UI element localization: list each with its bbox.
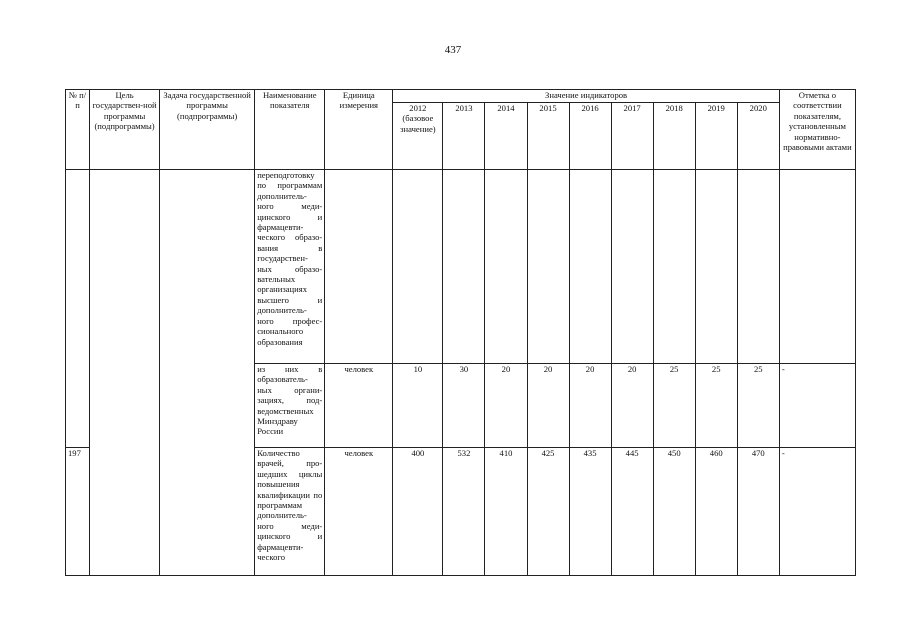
header-year: 2020 [737, 103, 779, 170]
header-year: 2015 [527, 103, 569, 170]
unit-cell: человек [325, 364, 393, 448]
value-cell: 10 [393, 364, 443, 448]
value-cell: 20 [485, 364, 527, 448]
value-cell: 460 [695, 448, 737, 576]
header-year: 2017 [611, 103, 653, 170]
header-year: 2016 [569, 103, 611, 170]
value-cell: 532 [443, 448, 485, 576]
indicator-name: из них в образователь-ных органи-зациях, под-ведомственных Минздраву России [255, 364, 325, 448]
indicators-table [65, 89, 856, 576]
value-cell: 25 [737, 364, 779, 448]
value-cell [443, 170, 485, 364]
value-cell: 445 [611, 448, 653, 576]
mark-cell: - [779, 448, 855, 576]
header-year: 2013 [443, 103, 485, 170]
header-task: Задача государственной программы (подпрограммы) [160, 90, 255, 170]
value-cell [611, 170, 653, 364]
value-cell [695, 170, 737, 364]
value-cell: 425 [527, 448, 569, 576]
value-cell: 30 [443, 364, 485, 448]
mark-cell [779, 170, 855, 364]
goal-cell [90, 170, 160, 576]
task-cell [160, 170, 255, 576]
header-no: № п/п [66, 90, 90, 170]
row-number [66, 170, 90, 448]
value-cell [569, 170, 611, 364]
value-cell [737, 170, 779, 364]
header-mark: Отметка о соответствии показателям, установленным нормативно-правовыми актами [779, 90, 855, 170]
unit-cell: человек [325, 448, 393, 576]
indicator-name: переподготовку по программам дополнитель-ного меди-цинского и фармацевти-ческого образо-вания в государствен-ных образо-вательных организациях высшего и дополнитель-ного профес-сионального образования [255, 170, 325, 364]
header-unit: Единица измерения [325, 90, 393, 170]
table-row [66, 170, 856, 364]
page-number: 437 [444, 44, 462, 56]
value-cell: 435 [569, 448, 611, 576]
header-indicator: Наименование показателя [255, 90, 325, 170]
value-cell [485, 170, 527, 364]
value-cell: 20 [611, 364, 653, 448]
indicator-name: Количество врачей, про-шедших циклы повышения квалификации по программам дополнитель-ного меди-цинского и фармацевти-ческого [255, 448, 325, 576]
value-cell: 470 [737, 448, 779, 576]
header-year: 2018 [653, 103, 695, 170]
value-cell [527, 170, 569, 364]
value-cell: 20 [569, 364, 611, 448]
header-row-1 [66, 90, 856, 103]
value-cell [393, 170, 443, 364]
unit-cell [325, 170, 393, 364]
header-year: 2012 (базовое значение) [393, 103, 443, 170]
value-cell: 400 [393, 448, 443, 576]
header-year: 2014 [485, 103, 527, 170]
value-cell: 450 [653, 448, 695, 576]
value-cell: 410 [485, 448, 527, 576]
mark-cell: - [779, 364, 855, 448]
row-number: 197 [66, 448, 90, 576]
value-cell: 25 [695, 364, 737, 448]
header-values-group: Значение индикаторов [393, 90, 779, 103]
header-year: 2019 [695, 103, 737, 170]
value-cell [653, 170, 695, 364]
header-goal: Цель государствен-ной программы (подпрограммы) [90, 90, 160, 170]
value-cell: 20 [527, 364, 569, 448]
value-cell: 25 [653, 364, 695, 448]
